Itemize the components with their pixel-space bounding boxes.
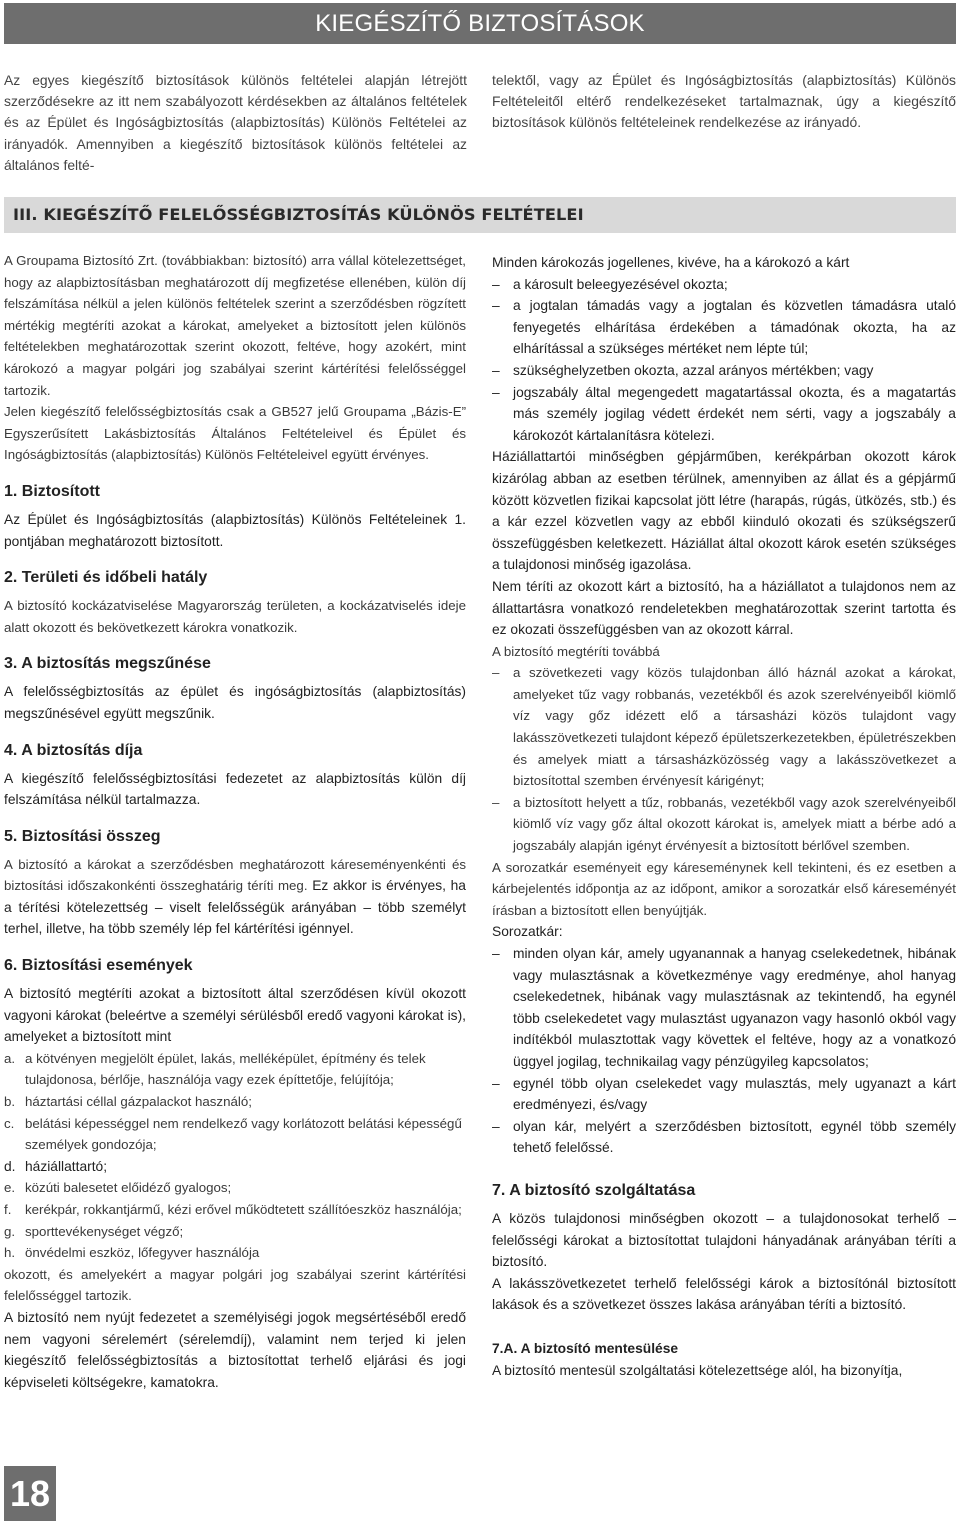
list-item: – jogszabály által megengedett magatartással okozta, és a magatartás más személy jogilag védett érdekét nem sérti, vagy a jogszabály a károkozót kártalanításra kötelezi. [492, 382, 956, 447]
section-4-heading: 4. A biztosítás díja [4, 741, 143, 759]
not-covered-paragraph: Nem téríti az okozott kárt a biztosító, ha a háziállatot a tulajdonos nem az állattartásra vonatkozó rendeletekben meghatározottak szerint tartotta és ez okozati összefüggésben van az okozott kárral. [492, 578, 956, 638]
intro-paragraph-2: Jelen kiegészítő felelősségbiztosítás csak a GB527 jelű Groupama „Bázis-E” Egyszerűsített Lakásbiztosítás Általános Feltételeivel és Épület és Ingóságbiztosítás (alapbiztosítás) Különös Feltételeivel együtt érvényes. [4, 404, 466, 463]
section-6-intro: A biztosító megtéríti azokat a biztosított által szerződésen kívül okozott vagyoni károkat (beleértve a személyi sérülésből eredő vagyoni károkat is), amelyeket a biztosított mint [4, 986, 466, 1045]
section-7-paragraph-2: A lakásszövetkezetet terhelő felelősségi károk a biztosítónál biztosított lakások és a szövetkezet összes lakása arányában téríti a biztosító. [492, 1275, 956, 1313]
section-6-heading: 6. Biztosítási események [4, 957, 193, 975]
exception-list [492, 274, 956, 447]
intro-paragraph-right: telektől, vagy az Épület és Ingóságbiztosítás (alapbiztosítás) Különös Feltételeitől eltérő rendelkezéseket tartalmaznak, úgy a kiegészítő biztosítások különös feltételeinek rendelkezése az irányadó. [492, 72, 956, 131]
unlawful-intro: Minden károkozás jogellenes, kivéve, ha a károkozó a kárt [492, 255, 850, 270]
list-item: – olyan kár, melyért a szerződésben biztosított, egynél több személy tehető felelőssé. [492, 1116, 956, 1159]
intro-paragraph-left: Az egyes kiegészítő biztosítások különös feltételei alapján létrejött szerződésekre az itt nem szabályozott kérdésekben az általános feltételek és az Épület és Ingóságbiztosítás (alapbiztosítás) Különös Feltételei az irányadók. Amennyiben a kiegészítő biztosítások különös feltételei az általános felté- [4, 72, 467, 173]
list-item: a. a kötvényen megjelölt épület, lakás, melléképület, építmény és telek tulajdonosa, bérlője, használója vagy ezek építtetője, felújítója; [4, 1050, 426, 1088]
section-6-exclusion: A biztosító nem nyújt fedezetet a személyiségi jogok megsértéséből eredő nem vagyoni sérelemért (sérelemdíj), valamint nem terjed ki jelen kiegészítő felelősségbiztosítás a biztosítottat terhelő eljárási és jogi képviseleti költségekre, kamatokra. [4, 1309, 466, 1390]
list-item: – a jogtalan támadás vagy a jogtalan és közvetlen támadásra utaló fenyegetés elhárítása érdekében a támadónak okozta, ha az elhárítással a szükséges mértéket nem lépte túl; [492, 295, 956, 360]
section-5-heading: 5. Biztosítási összeg [4, 827, 161, 845]
section-title: III. KIEGÉSZÍTŐ FELELŐSSÉGBIZTOSÍTÁS KÜLÖNÖS FELTÉTELEI [13, 205, 584, 224]
list-item: – minden olyan kár, amely ugyanannak a hanyag cselekedetnek, hibának vagy mulasztásnak a következménye vagy eredménye, ahol hanyag cselekedetnek, hibának vagy mulasztásnak az tekintendő, ha egynél több cselekedetet vagy mulasztást ugyanazon vagy hasonló okból vagy indítékból mulasztottak vagy követtek el feltéve, hogy az a vonatkozó üggyel jogilag, technikailag vagy pénzügyileg kapcsolatos; [492, 943, 956, 1073]
section-3-text: A felelősségbiztosítás az épület és ingóságbiztosítás (alapbiztosítás) megszűnésével együtt megszűnik. [4, 684, 466, 721]
section-5-text-a: A biztosító a károkat a szerződésben meghatározott káreseményenkénti és biztosítási időszakonkénti összeghatárig téríti meg. [4, 856, 466, 894]
intro-right-column [492, 70, 956, 134]
serial-loss-paragraph: A sorozatkár eseményeit egy káreseménynek kell tekinteni, és ez esetben a kárbejelentés időpontja az az időpont, amikor a sorozatkár első káreseményét írásban a biztosított ellen benyújtják. [492, 859, 956, 918]
section-4-text: A kiegészítő felelősségbiztosítási fedezetet az alapbiztosítás külön díj felszámítása nélkül tartalmazza. [4, 770, 466, 808]
section-1-text: Az Épület és Ingóságbiztosítás (alapbiztosítás) Különös Feltételeinek 1. pontjában meghatározott biztosított. [4, 511, 466, 549]
pet-owner-paragraph: Háziállattartói minőségben gépjárműben, kerékpárban okozott károk kizárólag abban az esetben térülnek, amennyiben az állat és a gépjármű között közvetlen fizikai kapcsolat jött létre (harapás, rúgás, ütközés, stb.) és a kár ezzel közvetlen vagy az ebből kiinduló okozati és szükségszerű összefüggésben keletkezett. Háziállat által okozott károk esetén szükséges a tulajdonosi minőség igazolása. [492, 449, 956, 573]
section-7-heading: 7. A biztosító szolgáltatása [492, 1181, 696, 1199]
list-item: – a biztosított helyett a tűz, robbanás, vezetékből vagy azok szerelvényeiből kiömlő víz vagy gőz által okozott károkat is, amelyek miatt a bérbe adó a jogszabály alapján igényt érvényesít a biztosított bérlővel szemben. [492, 792, 956, 857]
insured-roles-list [4, 1048, 466, 1264]
list-item: g. sporttevékenységet végző; [4, 1223, 184, 1239]
section-1-heading: 1. Biztosított [4, 482, 100, 500]
intro-left-column [4, 70, 467, 176]
additional-cover-intro: A biztosító megtéríti továbbá [492, 643, 660, 659]
list-item: – szükséghelyzetben okozta, azzal arányos mértékben; vagy [492, 360, 956, 382]
section-2-heading: 2. Területi és időbeli hatály [4, 569, 208, 587]
list-item: c. belátási képességgel nem rendelkező vagy korlátozott belátási képességű személyek gondozója; [4, 1115, 462, 1153]
additional-cover-list [492, 662, 956, 856]
list-item: – a károsult beleegyezésével okozta; [492, 274, 956, 296]
section-header-bar [4, 197, 956, 233]
serial-loss-list [492, 943, 956, 1159]
list-item: b. háztartási céllal gázpalackot használó; [4, 1094, 252, 1110]
document-title: KIEGÉSZÍTŐ BIZTOSÍTÁSOK [315, 10, 645, 37]
section-3-heading: 3. A biztosítás megszűnése [4, 655, 211, 673]
left-column [4, 250, 466, 1393]
section-5-text-b: Ez akkor is érvényes, ha a térítési kötelezettség – viselt felelősségük arányában – több személyt terhel, illetve, ha több személy lép fel kártérítési igénnyel. [4, 878, 466, 937]
section-7a-text: A biztosító mentesül szolgáltatási kötelezettsége alól, ha bizonyítja, [492, 1362, 903, 1378]
document-header [4, 3, 956, 44]
list-item: f. kerékpár, rokkantjármű, kézi erővel működtetett szállítóeszköz használója; [4, 1202, 462, 1217]
list-item: – a szövetkezeti vagy közös tulajdonban álló háznál azokat a károkat, amelyeket tűz vagy robbanás, vezetékből és azok szerelvényeiből kiömlő víz vagy gőz idézett elő a társasházi közös tulajdont vagy lakásszövetkezeti tulajdont képező épületszerkezetekben, épületrészekben és amelyek miatt a társasházközösség vagy a lakásszövetkezet a biztosítottal szemben érvényesít kárigényt; [492, 662, 956, 792]
section-2-text: A biztosító kockázatviselése Magyarország területen, a kockázatviselés ideje alatt okozott és bekövetkezett károkra vonatkozik. [4, 598, 466, 635]
serial-loss-label: Sorozatkár: [492, 924, 563, 940]
page-number: 18 [4, 1466, 56, 1521]
section-6-after: okozott, és amelyekért a magyar polgári jog szabályai szerint kártérítési felelősséggel tartozik. [4, 1266, 466, 1304]
right-column [492, 252, 956, 1381]
list-item: d. háziállattartó; [4, 1158, 108, 1174]
section-5-text [4, 854, 466, 940]
section-7a-heading: 7.A. A biztosító mentesülése [492, 1340, 679, 1356]
list-item: h. önvédelmi eszköz, lőfegyver használója [4, 1245, 260, 1261]
list-item: – egynél több olyan cselekedet vagy mulasztás, mely ugyanazt a kárt eredményezi, és/vagy [492, 1073, 956, 1116]
section-7-paragraph-1: A közös tulajdonosi minőségben okozott – a tulajdonosokat terhelő – felelősségi károkat a biztosítottat tulajdoni hányadának arányában téríti a biztosító. [492, 1210, 956, 1270]
list-item: e. közúti balesetet előidéző gyalogos; [4, 1180, 232, 1196]
intro-paragraph-1: A Groupama Biztosító Zrt. (továbbiakban: biztosító) arra vállal kötelezettséget, hogy az alapbiztosításban meghatározott díj megfizetése ellenében, külön díj felszámítása nélkül a jelen különös feltételek szerint a szerződésben rögzített mértékig megtéríti azokat a károkat, amelyeket a biztosított jelen különös feltételekben meghatározottak szerint okozott, feltéve, hogy azokért, mint károkozó a magyar polgári jog szabályai szerint kártérítési felelősséggel tartozik. [4, 253, 466, 398]
